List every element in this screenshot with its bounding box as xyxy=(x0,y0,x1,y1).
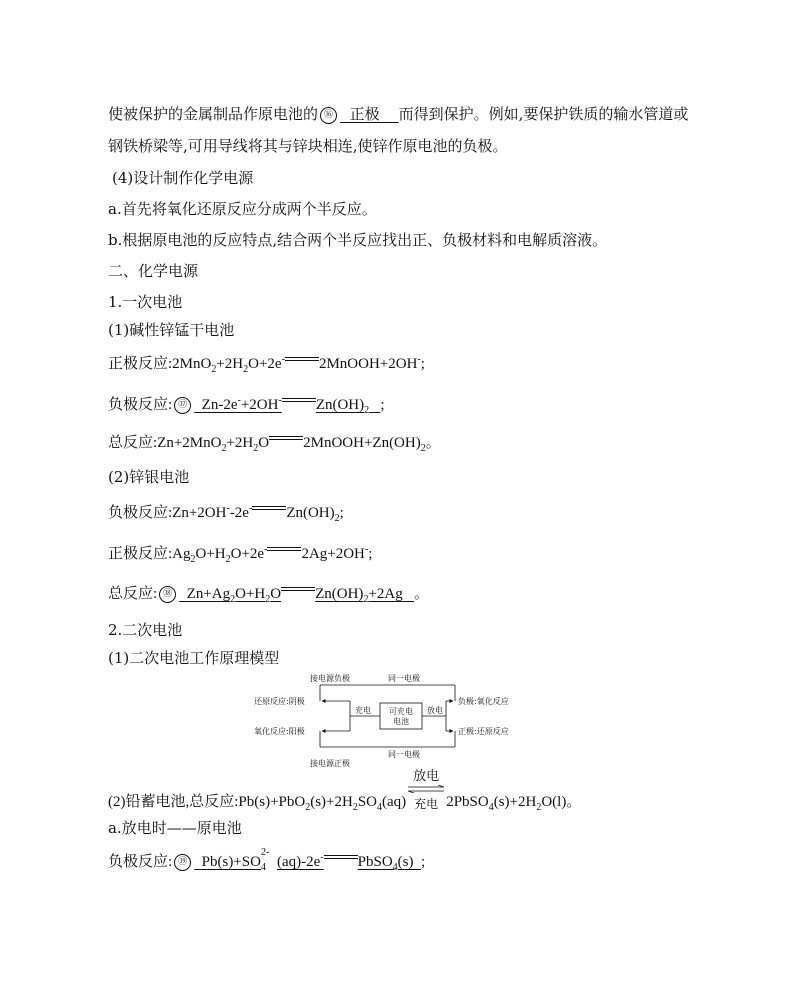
sub: 2 xyxy=(190,554,196,565)
sup: - xyxy=(226,503,230,514)
sulfate-charge xyxy=(260,847,277,873)
sub: 2 xyxy=(211,364,217,375)
formula: O+H xyxy=(195,546,226,562)
answer-blank xyxy=(340,105,399,123)
sub: 2 xyxy=(363,594,369,605)
equals-sign xyxy=(285,357,319,365)
secondary-battery-diagram xyxy=(250,671,550,771)
sub: 2 xyxy=(352,802,358,813)
sub: 2 xyxy=(230,594,236,605)
box-label-2: 电池 xyxy=(393,717,409,726)
alkaline-positive-reaction xyxy=(108,354,425,374)
label: 负极反应: xyxy=(108,505,173,521)
formula: (s)+2H xyxy=(310,794,353,810)
formula: +2OH xyxy=(240,397,279,413)
formula: 2MnO xyxy=(172,356,212,372)
equals-sign xyxy=(267,547,301,555)
formula: +2H xyxy=(216,356,244,372)
formula: 2Ag+2OH xyxy=(301,546,365,562)
charge-under-arrow: 充电 xyxy=(414,797,439,811)
formula: Ag xyxy=(172,546,191,562)
formula: +2Ag xyxy=(368,586,403,602)
primary-battery-heading: 1.一次电池 xyxy=(108,293,183,311)
section-2-heading: 二、化学电源 xyxy=(108,262,199,280)
punct: ; xyxy=(339,505,344,521)
sub: 2 xyxy=(334,513,340,524)
punct: 。 xyxy=(413,586,429,602)
equals-sign xyxy=(252,506,286,514)
sup: - xyxy=(417,354,421,365)
sub: 2 xyxy=(243,364,249,375)
equals-sign xyxy=(282,398,316,406)
answer-blank xyxy=(194,847,421,873)
answer-blank xyxy=(179,586,414,605)
formula: (2)铅蓄电池,总反应:Pb(s)+PbO xyxy=(108,794,306,810)
answer-text: 正极 xyxy=(349,105,380,123)
punct: ; xyxy=(368,546,373,562)
formula: Zn(OH) xyxy=(315,586,364,602)
formula: O xyxy=(270,586,282,602)
top-left-label: 接电源负极 xyxy=(310,674,350,683)
paragraph-line-2: 钢铁桥梁等,可用导线将其与锌块相连,使锌作原电池的负极。 xyxy=(108,137,508,155)
sup: - xyxy=(364,544,369,555)
bottom-mid-label: 同一电极 xyxy=(388,750,420,759)
formula: -2e xyxy=(229,505,249,521)
sub: 4 xyxy=(488,802,494,813)
zinc-silver-total-reaction xyxy=(108,584,429,604)
label: 正极反应: xyxy=(108,546,173,562)
sup: - xyxy=(320,852,324,863)
formula: 2MnOOH+Zn(OH) xyxy=(303,435,421,451)
sub: 4 xyxy=(377,802,383,813)
discharge-label: 放电 xyxy=(427,706,443,715)
formula: O+2e xyxy=(230,546,265,562)
punct: ; xyxy=(420,356,425,372)
label: 总反应: xyxy=(108,435,158,451)
text-fragment: 而得到保护。例如,要保护铁质的输水管道或 xyxy=(398,105,689,123)
circled-number: ⑰ xyxy=(174,397,191,414)
formula: 2PbSO xyxy=(446,794,489,810)
formula: Zn+2OH xyxy=(172,505,227,521)
left-bottom-label: 氧化反应:阳极 xyxy=(254,727,305,736)
zinc-silver-negative-reaction xyxy=(108,503,344,523)
text-fragment: 使被保护的金属制品作原电池的 xyxy=(108,105,319,123)
circled-number: ⑲ xyxy=(174,854,191,871)
formula: SO xyxy=(357,794,378,810)
circled-number: ⑱ xyxy=(159,586,176,603)
double-arrow-icon xyxy=(408,785,444,793)
top-mid-label: 同一电极 xyxy=(388,674,420,683)
alkaline-total-reaction xyxy=(108,433,441,453)
formula: (s) xyxy=(397,854,414,870)
formula: Zn(OH) xyxy=(286,505,335,521)
label: 总反应: xyxy=(108,586,158,602)
sub: 2 xyxy=(305,802,311,813)
formula: (aq) xyxy=(382,794,407,810)
formula: (s)+2H xyxy=(493,794,537,810)
alkaline-negative-reaction xyxy=(108,395,385,415)
label: 正极反应: xyxy=(108,356,173,372)
sup: - xyxy=(281,354,285,365)
sup: - xyxy=(248,503,253,514)
secondary-battery-heading: 2.二次电池 xyxy=(108,621,183,639)
zinc-silver-heading: (2)锌银电池 xyxy=(108,468,190,486)
sub: 2 xyxy=(225,554,231,565)
model-heading: (1)二次电池工作原理模型 xyxy=(108,649,280,667)
formula: (aq)-2e xyxy=(276,854,321,870)
answer-blank xyxy=(194,395,380,416)
sup: 2- xyxy=(260,847,270,858)
sub: 4 xyxy=(392,862,398,873)
sup: - xyxy=(278,395,282,406)
bottom-left-label: 接电源正极 xyxy=(310,759,350,768)
sup: - xyxy=(237,395,241,406)
formula: Zn(OH) xyxy=(315,397,365,413)
paragraph-line-1 xyxy=(108,104,688,124)
discharge-heading: a.放电时——原电池 xyxy=(108,819,242,837)
zinc-silver-positive-reaction xyxy=(108,544,372,564)
formula: Zn+2MnO xyxy=(157,435,222,451)
sup: - xyxy=(264,544,268,555)
sub: 2 xyxy=(536,802,542,813)
circled-number: ⑯ xyxy=(320,107,337,124)
formula: Zn+Ag xyxy=(186,586,231,602)
formula: PbSO xyxy=(357,854,393,870)
equals-sign xyxy=(324,855,358,863)
label: 负极反应: xyxy=(108,854,173,870)
formula: O xyxy=(258,435,270,451)
right-top-label: 负极:氧化反应 xyxy=(458,697,509,706)
punct: ; xyxy=(380,397,385,413)
sub: 2 xyxy=(221,443,227,454)
formula: Pb(s)+SO xyxy=(201,854,261,870)
formula: O+H xyxy=(235,586,266,602)
discharge-over-arrow: 放电 xyxy=(413,768,440,783)
alkaline-heading: (1)碱性锌锰干电池 xyxy=(108,321,235,339)
formula: +2H xyxy=(226,435,254,451)
sub: 2 xyxy=(265,594,271,605)
lead-battery-total xyxy=(108,768,582,813)
label: 负极反应: xyxy=(108,397,173,413)
formula: Zn-2e xyxy=(201,397,238,413)
sub: 2 xyxy=(253,443,259,454)
sub: 2 xyxy=(364,405,370,416)
step-b: b.根据原电池的反应特点,结合两个半反应找出正、负极材料和电解质溶液。 xyxy=(108,231,608,249)
right-bottom-label: 正极:还原反应 xyxy=(458,727,509,736)
left-top-label: 还原反应:阴极 xyxy=(254,697,305,706)
formula: O(l)。 xyxy=(541,794,582,810)
formula: 2MnOOH+2OH xyxy=(318,356,418,372)
equals-sign xyxy=(269,436,303,444)
sub: 2 xyxy=(420,443,426,454)
lead-negative-reaction xyxy=(108,847,426,873)
reversible-arrow xyxy=(406,768,446,812)
step-a: a.首先将氧化还原反应分成两个半反应。 xyxy=(108,200,377,218)
punct: 。 xyxy=(425,435,441,451)
box-label-1: 可充电 xyxy=(389,707,413,716)
equals-sign xyxy=(281,587,315,595)
section-4-heading: (4)设计制作化学电源 xyxy=(112,169,254,187)
formula: O+2e xyxy=(248,356,282,372)
sub: 4 xyxy=(260,862,266,873)
charge-label: 充电 xyxy=(355,706,371,715)
punct: ; xyxy=(421,854,426,870)
